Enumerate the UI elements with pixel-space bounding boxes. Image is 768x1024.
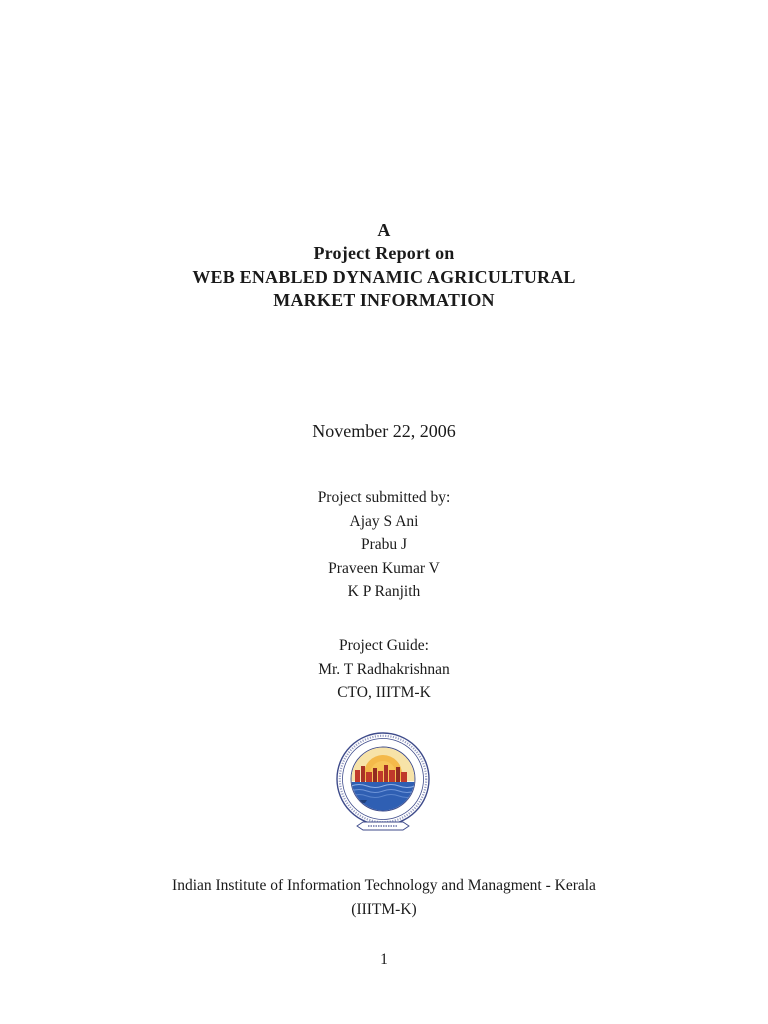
project-guide-name: Mr. T Radhakrishnan (318, 660, 450, 678)
author-name: Prabu J (360, 536, 408, 553)
title-line-web-enabled: WEB ENABLED DYNAMIC AGRICULTURAL (192, 266, 576, 287)
project-guide-position: CTO, IIITM-K (337, 684, 431, 701)
submitted-by-section (0, 486, 768, 604)
submitted-by-heading: Project submitted by: (317, 489, 451, 506)
project-guide-heading: Project Guide: (339, 637, 429, 654)
title-line-a: A (377, 220, 391, 240)
title-line-project-report: Project Report on (313, 243, 455, 264)
report-date: November 22, 2006 (312, 421, 456, 441)
project-guide-section (0, 634, 768, 705)
author-name: Ajay S Ani (349, 512, 419, 530)
author-name: K P Ranjith (347, 583, 421, 600)
page-number: 1 (380, 951, 388, 968)
title-line-market-information: MARKET INFORMATION (273, 289, 495, 310)
institute-seal-icon (333, 730, 433, 838)
author-name: Praveen Kumar V (328, 559, 440, 577)
institute-section (0, 874, 768, 921)
report-title (0, 219, 768, 312)
institute-name: Indian Institute of Information Technology and Managment - Kerala (172, 877, 596, 894)
institute-abbreviation: (IIITM-K) (351, 900, 417, 918)
